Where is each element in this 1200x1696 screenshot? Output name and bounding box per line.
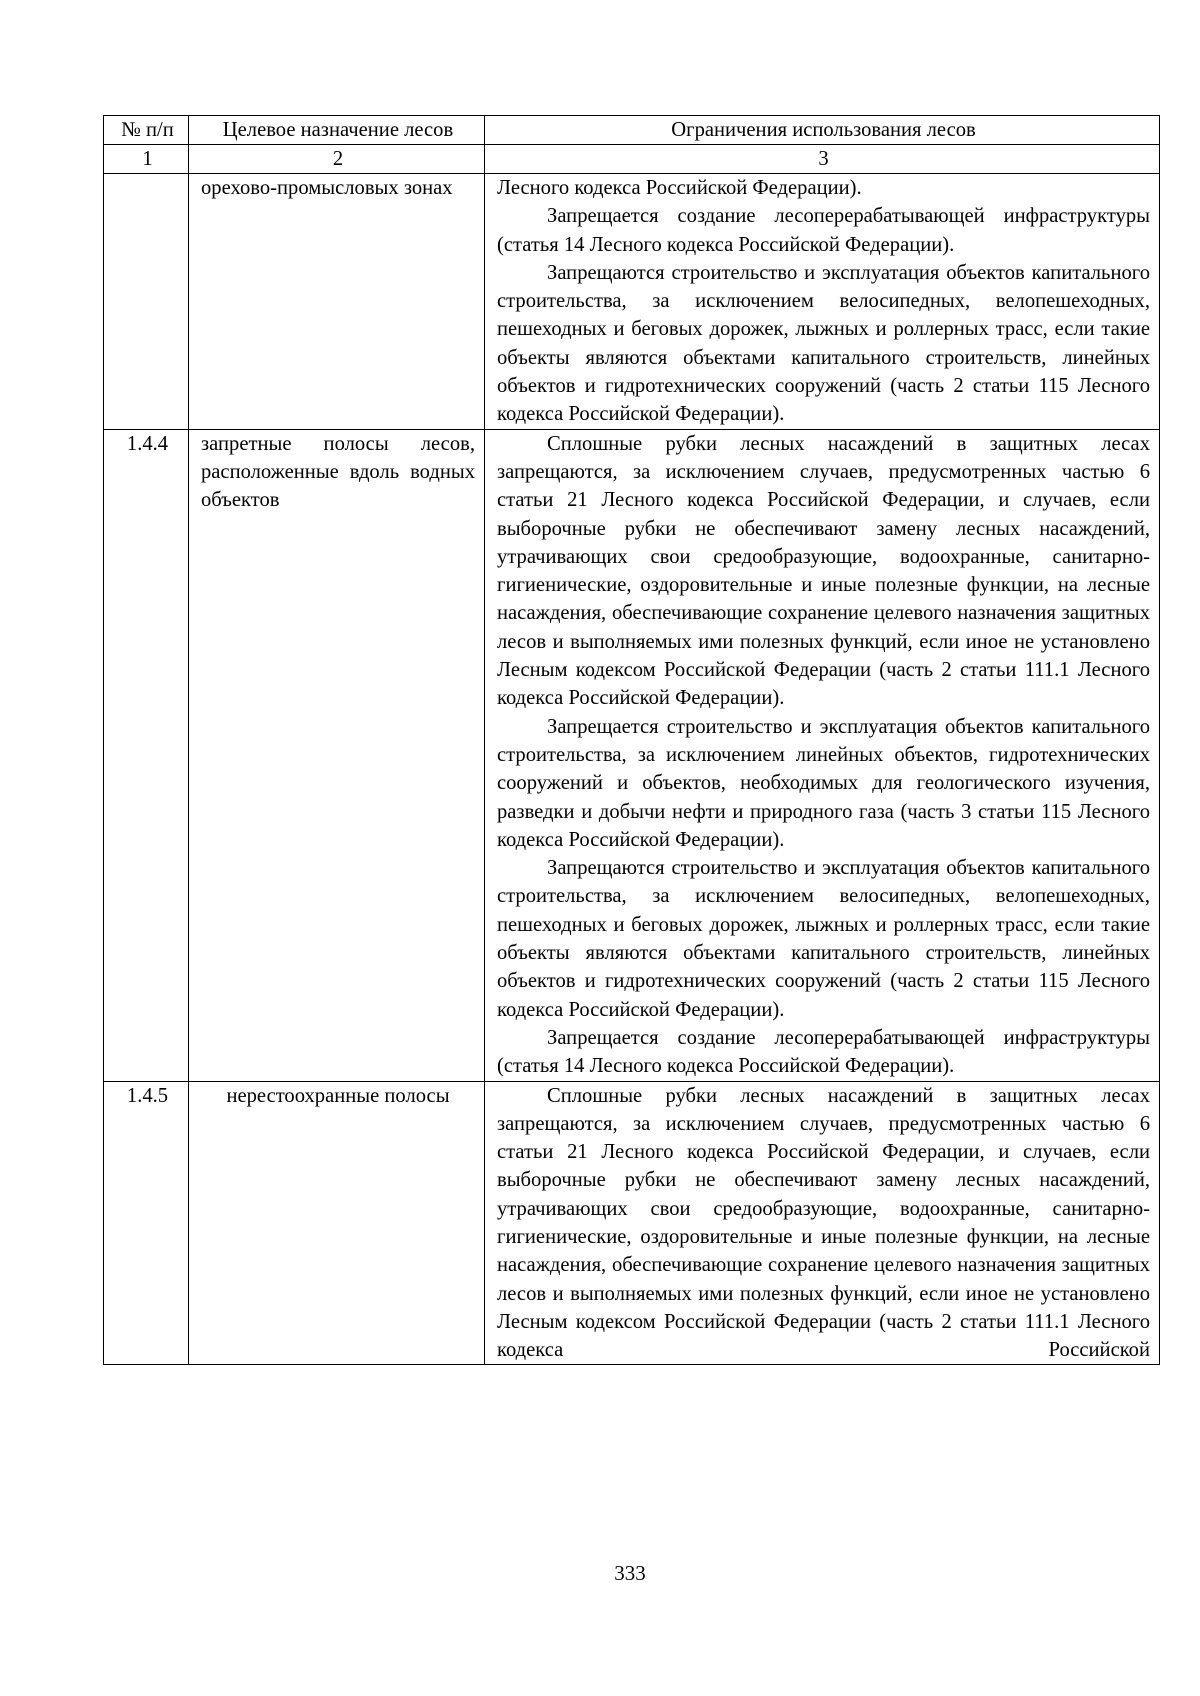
row-restrictions (485, 429, 1160, 1081)
restriction-paragraph: Сплошные рубки лесных насаждений в защитных лесах запрещаются, за исключением случаев, предусмотренных частью 6 статьи 21 Лесного кодекса Российской Федерации, и случаев, если выборочные рубки не обеспечивают замену лесных насаждений, утрачивающих свои средообразующие, водоохранные, санитарно-гигиенические, оздоровительные и иные полезные функции, на лесные насаждения, обеспечивающие сохранение целевого назначения защитных лесов и выполняемых ими полезных функций, если иное не установлено Лесным кодексом Российской Федерации (часть 2 статьи 111.1 Лесного кодекса Российской (497, 1084, 1150, 1362)
column-number-1: 1 (104, 145, 189, 174)
restriction-paragraph: Запрещаются строительство и эксплуатация объектов капитального строительства, за исключением велосипедных, велопешеходных, пешеходных и беговых дорожек, лыжных и роллерных трасс, если такие объекты являются объектами капитального строительств, линейных объектов и гидротехнических сооружений (часть 2 статьи 115 Лесного кодекса Российской Федерации). (497, 261, 1150, 426)
column-number-2: 2 (189, 145, 485, 174)
header-cell-restrictions: Ограничения использования лесов (485, 116, 1160, 145)
table-header-row (104, 116, 1160, 145)
row-number: 1.4.4 (104, 429, 189, 1081)
column-number-3: 3 (485, 145, 1160, 174)
header-cell-number: № п/п (104, 116, 189, 145)
forest-restrictions-table (103, 115, 1160, 1365)
row-purpose: нерестоохранные полосы (189, 1081, 485, 1365)
row-number: 1.4.5 (104, 1081, 189, 1365)
column-number-row (104, 145, 1160, 174)
restriction-paragraph: Запрещается создание лесоперерабатывающей инфраструктуры (статья 14 Лесного кодекса Российской Федерации). (497, 1026, 1150, 1078)
row-purpose: запретные полосы лесов, расположенные вдоль водных объектов (189, 429, 485, 1081)
restriction-paragraph: Запрещается строительство и эксплуатация объектов капитального строительства, за исключением линейных объектов, гидротехнических сооружений и объектов, необходимых для геологического изучения, разведки и добычи нефти и природного газа (часть 3 статьи 115 Лесного кодекса Российской Федерации). (497, 715, 1150, 851)
restriction-paragraph: Лесного кодекса Российской Федерации). (497, 177, 862, 199)
restriction-paragraph: Запрещается создание лесоперерабатывающей инфраструктуры (статья 14 Лесного кодекса Российской Федерации). (497, 205, 1150, 256)
row-purpose: орехово-промысловых зонах (189, 174, 485, 430)
table-row (104, 1081, 1160, 1365)
row-restrictions (485, 174, 1160, 430)
table-row (104, 174, 1160, 430)
restriction-paragraph: Запрещаются строительство и эксплуатация объектов капитального строительства, за исключением велосипедных, велопешеходных, пешеходных и беговых дорожек, лыжных и роллерных трасс, если такие объекты являются объектами капитального строительств, линейных объектов и гидротехнических сооружений (часть 2 статьи 115 Лесного кодекса Российской Федерации). (497, 857, 1150, 1021)
row-restrictions (485, 1081, 1160, 1365)
page-number: 333 (614, 1561, 646, 1585)
row-number (104, 174, 189, 430)
header-cell-purpose: Целевое назначение лесов (189, 116, 485, 145)
table-row (104, 429, 1160, 1081)
restriction-paragraph: Сплошные рубки лесных насаждений в защитных лесах запрещаются, за исключением случаев, предусмотренных частью 6 статьи 21 Лесного кодекса Российской Федерации, и случаев, если выборочные рубки не обеспечивают замену лесных насаждений, утрачивающих свои средообразующие, водоохранные, санитарно-гигиенические, оздоровительные и иные полезные функции, на лесные насаждения, обеспечивающие сохранение целевого назначения защитных лесов и выполняемых ими полезных функций, если иное не установлено Лесным кодексом Российской Федерации (часть 2 статьи 111.1 Лесного кодекса Российской Федерации). (497, 432, 1150, 710)
